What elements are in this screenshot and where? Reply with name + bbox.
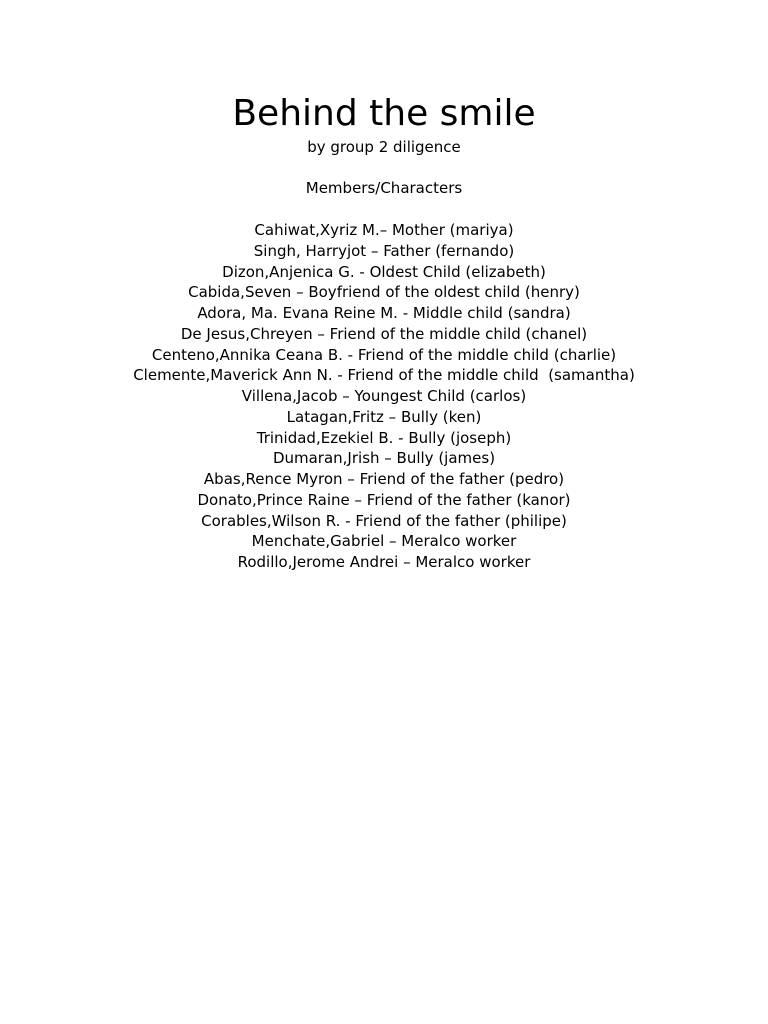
member-line: Latagan,Fritz – Bully (ken) [286, 407, 482, 426]
member-line: Trinidad,Ezekiel B. - Bully (joseph) [256, 428, 512, 447]
member-line: Clemente,Maverick Ann N. - Friend of the middle child (samantha) [133, 366, 635, 385]
member-line: Cahiwat,Xyriz M.– Mother (mariya) [254, 221, 514, 239]
member-line: Cabida,Seven – Boyfriend of the oldest child (henry) [188, 283, 580, 302]
member-line: Singh, Harryjot – Father (fernando) [253, 241, 515, 260]
member-line: Rodillo,Jerome Andrei – Meralco worker [237, 553, 531, 571]
document-title: Behind the smile [232, 93, 536, 134]
member-line: Villena,Jacob – Youngest Child (carlos) [241, 387, 527, 405]
members-heading: Members/Characters [305, 179, 463, 197]
member-line: Dumaran,Jrish – Bully (james) [272, 449, 496, 468]
member-line: Abas,Rence Myron – Friend of the father (pedro) [203, 470, 565, 488]
member-line: Menchate,Gabriel – Meralco worker [251, 532, 517, 551]
members-list [0, 220, 768, 573]
member-line: Adora, Ma. Evana Reine M. - Middle child (sandra) [197, 304, 571, 322]
member-line: Dizon,Anjenica G. - Oldest Child (elizabeth) [222, 262, 546, 281]
member-line: Donato,Prince Raine – Friend of the father (kanor) [197, 490, 571, 509]
document-subtitle: by group 2 diligence [307, 138, 461, 156]
member-line: Centeno,Annika Ceana B. - Friend of the middle child (charlie) [151, 345, 617, 364]
member-line: De Jesus,Chreyen – Friend of the middle child (chanel) [180, 324, 588, 343]
member-line: Corables,Wilson R. - Friend of the father (philipe) [201, 511, 567, 530]
